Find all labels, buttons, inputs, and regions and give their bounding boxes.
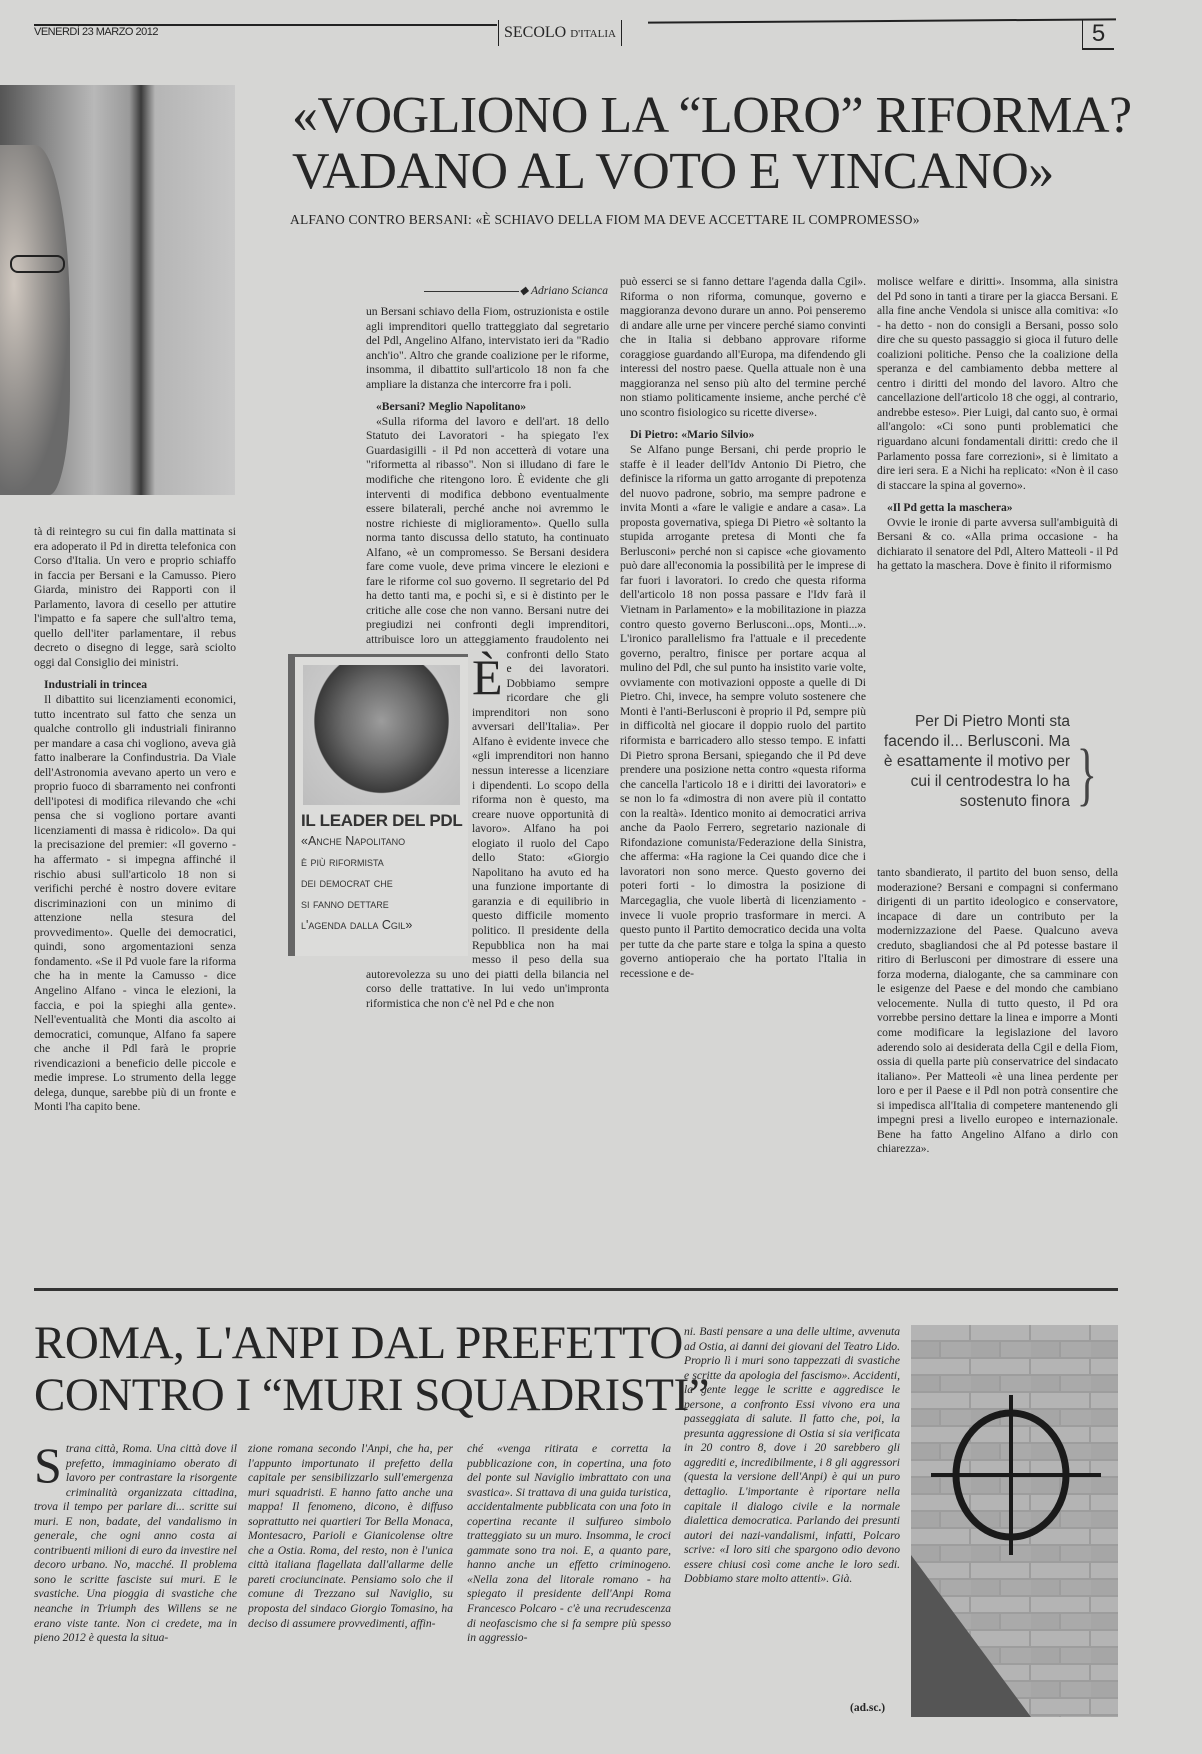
quote-line: dei democrat che <box>301 876 393 890</box>
pull-quote: Per Di Pietro Monti sta facendo il... Berlusconi. Ma è esattamente il motivo per cui il centrodestra lo ha sostenuto finora <box>883 713 1070 810</box>
article2-column-2 <box>248 1442 453 1722</box>
quote-line: si fanno dettare <box>301 897 389 911</box>
article-column-4-top <box>877 275 1118 690</box>
face-shape <box>0 145 70 495</box>
page-number: 5 <box>1082 20 1114 50</box>
article-column-3 <box>620 275 866 1263</box>
paragraph: Se Alfano punge Bersani, chi perde proprio le staffe è il leader dell'Idv Antonio Di Pietro, che definisce la riforma un gatto arrogante di prepotenza del nuovo padrone, sobrio, ma sempre padrone e invita Monti a «fare le valigie e andare a casa». La proposta governativa, spiega Di Pietro «è soltanto la stupida arrogante pretesa di Monti che fa Berlusconi» perché non si capisce «che giovamento può dare all'economia la possibilità per le imprese di far fuori i lavoratori. Io credo che questa riforma dell'articolo 18 non possa passare e l'Idv farà il Vietnam in Parlamento» e la mobilitazione in piazza contro questo governo Berlusconi...ops, Monti...». L'ironico parallelismo fra l'attuale e il precedente governo, peraltro, finisce per portare acqua al mulino del Pdl, che sul punto ha insistito varie volte, ovviamente con motivazioni opposte a quelle di Di Pietro. Chi, invece, ha sempre voluto sostenere che Monti è l'anti-Berlusconi è proprio il Pd, sempre più in difficoltà nel giocare il doppio ruolo del partito riformista e barricadero allo stesso tempo. E infatti Di Pietro sprona Bersani, spiegando che il Pd deve prendere una posizione netta contro «questa riforma che cancella l'articolo 18 e i diritti dei lavoratori» e se non lo fa «dimostra di non avere più il contatto con la realtà». Identico monito ai democratici arriva anche da Paolo Ferrero, segretario nazionale di Rifondazione comunista/Federazione della Sinistra, che afferma: «Ha ragione la Cei quando dice che i lavoratori non sono merce. Questo governo dei poteri forti - lo dimostra la posizione di Marcegaglia, che vuole libertà di licenziamento - invece li vuole proprio trasformare in merci. A questo punto il Partito democratico decida una volta per tutte da che parte stare e tolga la spina a questo governo antioperaio che ha portato l'Italia in recessione e de- <box>620 443 866 980</box>
headline2-line-1: ROMA, L'ANPI DAL PREFETTO <box>34 1317 683 1369</box>
masthead <box>498 20 622 46</box>
quote-line: è più riformista <box>301 855 384 869</box>
byline-rule <box>424 291 519 292</box>
subheading: Industriali in trincea <box>44 678 148 692</box>
subheading: «Il Pd getta la maschera» <box>887 501 1013 515</box>
masthead-suffix: D'ITALIA <box>570 28 616 40</box>
byline-author: Adriano Scianca <box>531 285 608 297</box>
photo-box-title: IL LEADER DEL PDL <box>301 811 463 830</box>
paragraph: può esserci se si fanno dettare l'agenda dalla Cgil». Riforma o non riforma, comunque, governo e maggioranza devono durare un anno. Poi penseremo di andare alle urne per vincere perché siamo convinti che in Italia si debbano approvare riforme coraggiose guardando all'Europa, ma difendendo gli interessi del nostro paese. Quella attuale non è una maggioranza nel senso più alto del termine perché non stiamo politicamente insieme, anche perché c'è uno scontro fisiologico su ricette diverse». <box>620 275 866 419</box>
quote-line: «Anche Napolitano <box>301 834 406 848</box>
paragraph: tanto sbandierato, il partito del buon senso, della moderazione? Bersani e compagni si confermano dirigenti di un partito ideologico e conservatore, incapace di dare un contributo per la modernizzazione del Paese. Qualcuno aveva creduto, sbagliandosi che al Pd potesse bastare il ritiro di Berlusconi per dimostrare di essere una forza moderna, dialogante, che sa camminare con le esigenze del Paese e del mondo che cambiano velocemente. Nulla di tutto questo, il Pd ora vorrebbe persino dettare la linea e imporre a Monti come modificare la legislazione del lavoro aderendo solo ai desiderata della Cgil e della Fiom, ossia di quella parte più conservatrice del sindacato italiano». Per Matteoli «è una linea perdente per loro e per il Paese e il Pdl non potrà consentire che si impedisca all'Italia di competere mantenendo gli impegni presi a livello europeo e internazionale. Bene ha fatto Angelino Alfano a dirlo con chiarezza». <box>877 866 1118 1156</box>
headline-line-2: VADANO AL VOTO E VINCANO» <box>292 143 1054 200</box>
quote-line: l'agenda dalla Cgil» <box>301 918 413 932</box>
wall-graffiti-icon <box>911 1325 1118 1717</box>
headline-line-1: «VOGLIONO LA “LORO” RIFORMA? <box>292 87 1132 144</box>
photo-box-quote <box>301 831 464 936</box>
headline2-line-2: CONTRO I “MURI SQUADRISTI” <box>34 1369 709 1421</box>
photo-alfano <box>303 665 460 805</box>
diamond-icon: ◆ <box>519 285 529 297</box>
photo-box <box>288 654 468 956</box>
paragraph: trana città, Roma. Una città dove il prefetto, immaginiamo oberato di lavoro per contrastare la risorgente criminalità organizzata cittadina, trova il tempo per parlare di... scritte sui muri. E non, badate, del vandalismo in generale, che ogni anno costa ai contribuenti milioni di euro da investire nel decoro urbano. No, macché. Il problema sono le scritte fasciste sui muri. E le svastiche. Una pioggia di svastiche che neanche in Triumph des Willens se ne erano viste tante. Non ci credete, ma in pieno 2012 è questa la situa- <box>34 1442 237 1645</box>
masthead-name: SECOLO <box>504 24 567 41</box>
paragraph: un Bersani schiavo della Fiom, ostruzionista e ostile agli imprenditori quello tratteggiato dal segretario del Pdl, Angelino Alfano, intervistato ieri da "Radio anch'io". Altro che grande coalizione per le riforme, insomma, il dibattito sull'articolo 18 non fa che ampliare la distanza che intercorre fra i poli. <box>366 305 609 391</box>
article-column-4-bottom <box>877 866 1118 1263</box>
section-divider <box>34 1288 1118 1291</box>
article2-column-1 <box>34 1442 237 1722</box>
signature: (ad.sc.) <box>850 1702 886 1714</box>
article-column-1 <box>34 525 236 1265</box>
header-rule <box>648 18 1116 23</box>
article2-column-4 <box>684 1325 900 1700</box>
header-date: VENERDÌ 23 MARZO 2012 <box>34 26 158 38</box>
article2-column-3 <box>467 1442 671 1722</box>
paragraph: Il dibattito sui licenziamenti economici, tutto incentrato sul fatto che senza un qualche controllo gli industriali finiranno per mandare a casa chi vogliono, aveva già fatto inalberare la Confindustria. Da Viale dell'Astronomia avevano aperto un vero e proprio fuoco di sbarramento nei confronti dell'ipotesi di modifica rilevando che «chi pensa che si vogliono portare avanti licenziamenti di massa è ridicolo». Da qui la precisazione del premier: «Il governo - ha affermato - si impegna affinché il rischio abusi sull'articolo 18 non si verifichi perché è nostro dovere evitare discriminazioni con un minimo di attenzione nella stesura del provvedimento». Quelle dei democratici, quindi, sono argomentazioni senza fondamento. «Se il Pd vuole fare la riforma che ha in mente la Camusso - dice Angelino Alfano - vinca le elezioni, la faccia, e poi la spieghi alla gente». Nell'eventualità che Monti dia ascolto ai democratici, comunque, Alfano fa sapere che anche il Pdl farà le proprie rivendicazioni a beneficio delle piccole e medie imprese. Lo strumento della legge delega, dunque, sarebbe più di un fronte e Monti l'ha capito bene. <box>34 693 236 1114</box>
paragraph: zione romana secondo l'Anpi, che ha, per l'appunto importunato il prefetto della capitale per sensibilizzarlo sull'emergenza muri squadristi. E hanno fatto anche una mappa! Il fenomeno, dicono, è diffuso soprattutto nei quartieri Tor Bella Monaca, Montesacro, Parioli e Gianicolense oltre che a Ostia. Roma, del resto, non è l'unica città italiana flagellata dall'allarme delle pareti crociuncinate. Pensiamo solo che il comune di Trezzano sul Naviglio, su proposta del sindaco Giorgio Tomasino, ha deciso di assumere provvedimenti, affin- <box>248 1442 453 1630</box>
glasses-icon <box>10 255 65 273</box>
paragraph: ni. Basti pensare a una delle ultime, avvenuta ad Ostia, ai danni dei giovani del Teatro Lido. Proprio lì i muri sono tappezzati di svastiche e scritte da apologia del fascismo». Accidenti, la gente legge le scritte e aggredisce le persone, a confronto Essi vivono era una passeggiata di salute. Il fatto che, poi, la presunta aggressione di Ostia si sia verificata in 20 contro 8, dove i 20 sarebbero gli aggrediti e, incredibilmente, i 8 gli aggressori (questa la versione dell'Anpi) è qui un puro dettaglio. L'importante è riportare nella capitale il dialogo civile e la normale dialettica democratica. Parlando dei presunti autori dei nazi-vandalismi, infatti, Polcaro scrive: «I loro siti che spargono odio devono essere chiusi così come anche le loro sedi. Dobbiamo stare molto attenti». Già. <box>684 1325 900 1586</box>
drop-cap: S <box>34 1442 62 1493</box>
photo-graffiti-wall <box>911 1325 1118 1717</box>
paragraph: Ovvie le ironie di parte avversa sull'ambiguità di Bersani & co. «Alla prima occasione - ha dichiarato il senatore del Pdl, Altero Matteoli - il Pd ha gettato la maschera. Dove è finito il riformismo <box>877 515 1118 573</box>
paragraph: ché «venga ritirata e corretta la pubblicazione con, in copertina, una foto del ponte sul Naviglio imbrattato con una svastica». Si trattava di una guida turistica, accidentalmente pubblicata con una foto in copertina recante il sulfureo simbolo tratteggiato su un muro. Insomma, le croci gammate sono tra noi. E, a quanto pare, hanno anche un effetto criminogeno. «Nella zona del litorale romano - ha spiegato il presidente dell'Anpi Roma Francesco Polcaro - c'è una recrudescenza di neofascismo che si fa sempre più spesso in aggressio- <box>467 1442 671 1645</box>
subheading: Di Pietro: «Mario Silvio» <box>630 428 755 442</box>
paragraph: «Sulla riforma del lavoro e dell'art. 18 dello Statuto dei Lavoratori - ha spiegato l'ex Guardasigilli - il Pd non accetterà di votare una "riformetta al ribasso". Non si illudano di fare le modifiche che ritengono loro. È evidente che gli interventi di modifica debbono eventualmente essere bilaterali, perché anche noi avremmo le nostre richieste di miglioramento». Quello sulla norma tanto discussa dello statuto, ha continuato Alfano, «è un compromesso. Se Bersani desidera fare come vuole, deve prima vincere le elezioni e fare le riforme col suo governo. Il segretario del Pd ha detto tanti ma, e pochi sì, e si è distinto per le critiche alle cose che non vanno. Bersani nutre dei pregiudizi nei confronti degli imprenditori, attribuisce loro un atteggiamento fraudolento nei confronti dello Stato e dei lavoratori. Dobbiamo sempre ricordare che gli imprenditori non sono avversari dell'Italia». Per Alfano è evidente invece che «gli imprenditori non hanno nessun interesse a licenziare i dipendenti. Lo scopo della riforma non è questo, ma creare nuove opportunità di lavoro». Alfano ha poi elogiato il ruolo del Capo dello Stato: «Giorgio Napolitano ha avuto ed ha una funzione importante di garanzia e di equilibrio in questo difficile momento politico. Il presidente della Repubblica non ha mai messo il peso della sua autorevolezza su uno dei piatti della bilancia nel corso delle trattative. In lui vedo un'impronta riformistica che non c'è nel Pd e che non <box>366 414 609 1010</box>
paragraph: molisce welfare e diritti». Insomma, alla sinistra del Pd sono in tanti a tirare per la giacca Bersani. E alla fine anche Vendola si unisce alla comitiva: «Io - ha detto - non do consigli a Bersani, posso solo dire che su questo passaggio si gioca il futuro delle coalizioni politiche. Penso che la coalizione della speranza e del cambiamento debba mettere al centro i diritti del mondo del lavoro. Altro che cancellazione dell'articolo 18 che oggi, al contrario, andrebbe esteso». Pier Luigi, dal canto suo, è ormai all'angolo: «Ci sono punti problematici che riguardano alcuni fondamentali diritti: credo che il Parlamento possa fare correzioni», si è limitato a dire ieri sera. E a Nichi ha replicato: «Non è il caso di staccare la spina al governo». <box>877 275 1118 492</box>
paragraph: tà di reintegro su cui fin dalla mattinata si era adoperato il Pd in diretta telefonica con Corso d'Italia. Un vero e proprio schiaffo in faccia per Bersani e la Camusso. Piero Giarda, ministro dei Rapporti con il Parlamento, lavora di cesello per attutire l'impatto e fa sapere che sull'altro tema, quello dell'iter parlamentare, il rebus decreto o disegno di legge, sarà sciolto oggi dal Consiglio dei ministri. <box>34 525 236 669</box>
byline <box>400 283 608 297</box>
photo-alfano-profile <box>0 85 235 495</box>
brace-icon: } <box>1076 736 1097 813</box>
drop-cap: È <box>472 649 503 705</box>
subheading: «Bersani? Meglio Napolitano» <box>376 400 527 414</box>
subtitle: ALFANO CONTRO BERSANI: «È SCHIAVO DELLA FIOM MA DEVE ACCETTARE IL COMPROMESSO» <box>290 212 920 227</box>
